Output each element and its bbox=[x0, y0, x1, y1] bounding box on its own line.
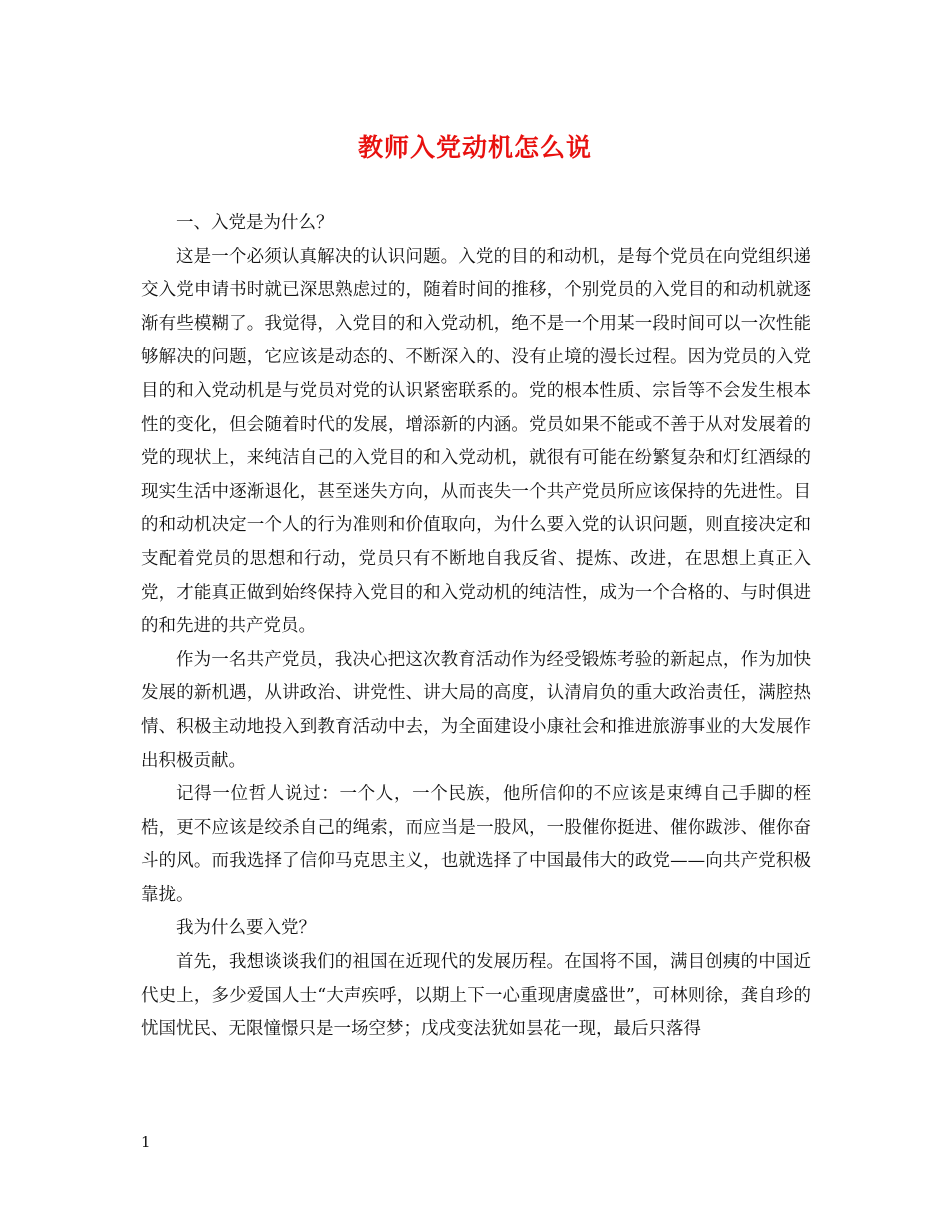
page-number: 1 bbox=[141, 1133, 151, 1151]
paragraph: 这是一个必须认真解决的认识问题。入党的目的和动机，是每个党员在向党组织递交入党申请书时就已深思熟虑过的，随着时间的推移，个别党员的入党目的和动机就逐渐有些模糊了。我觉得，入党目的和入党动机，绝不是一个用某一段时间可以一次性能够解决的问题，它应该是动态的、不断深入的、没有止境的漫长过程。因为党员的入党目的和入党动机是与党员对党的认识紧密联系的。党的根本性质、宗旨等不会发生根本性的变化，但会随着时代的发展，增添新的内涵。党员如果不能或不善于从对发展着的党的现状上，来纯洁自己的入党目的和入党动机，就很有可能在纷繁复杂和灯红酒绿的现实生活中逐渐退化，甚至迷失方向，从而丧失一个共产党员所应该保持的先进性。目的和动机决定一个人的行为准则和价值取向，为什么要入党的认识问题，则直接决定和支配着党员的思想和行动，党员只有不断地自我反省、提炼、改进，在思想上真正入党，才能真正做到始终保持入党目的和入党动机的纯洁性，成为一个合格的、与时俱进的和先进的共产党员。 bbox=[141, 246, 811, 637]
paragraph-question: 我为什么要入党？ bbox=[176, 918, 316, 939]
paragraph-section-heading: 一、入党是为什么？ bbox=[176, 213, 334, 233]
document-body bbox=[141, 207, 811, 1047]
paragraph: 首先，我想谈谈我们的祖国在近现代的发展历程。在国将不国，满目创痍的中国近代史上，多少爱国人士“大声疾呼，以期上下一心重现唐虞盛世”，可林则徐，龚自珍的忧国忧民、无限憧憬只是一场空梦；戊戌变法犹如昙花一现，最后只落得 bbox=[141, 952, 811, 1040]
paragraph: 记得一位哲人说过：一个人，一个民族，他所信仰的不应该是束缚自己手脚的桎梏，更不应该是绞杀自己的绳索，而应当是一股风，一股催你挺进、催你跋涉、催你奋斗的风。而我选择了信仰马克思主义，也就选择了中国最伟大的政党——向共产党积极靠拢。 bbox=[141, 784, 811, 905]
document-title: 教师入党动机怎么说 bbox=[357, 133, 592, 162]
paragraph: 作为一名共产党员，我决心把这次教育活动作为经受锻炼考验的新起点，作为加快发展的新机遇，从讲政治、讲党性、讲大局的高度，认清肩负的重大政治责任，满腔热情、积极主动地投入到教育活动中去，为全面建设小康社会和推进旅游事业的大发展作出积极贡献。 bbox=[141, 649, 811, 771]
